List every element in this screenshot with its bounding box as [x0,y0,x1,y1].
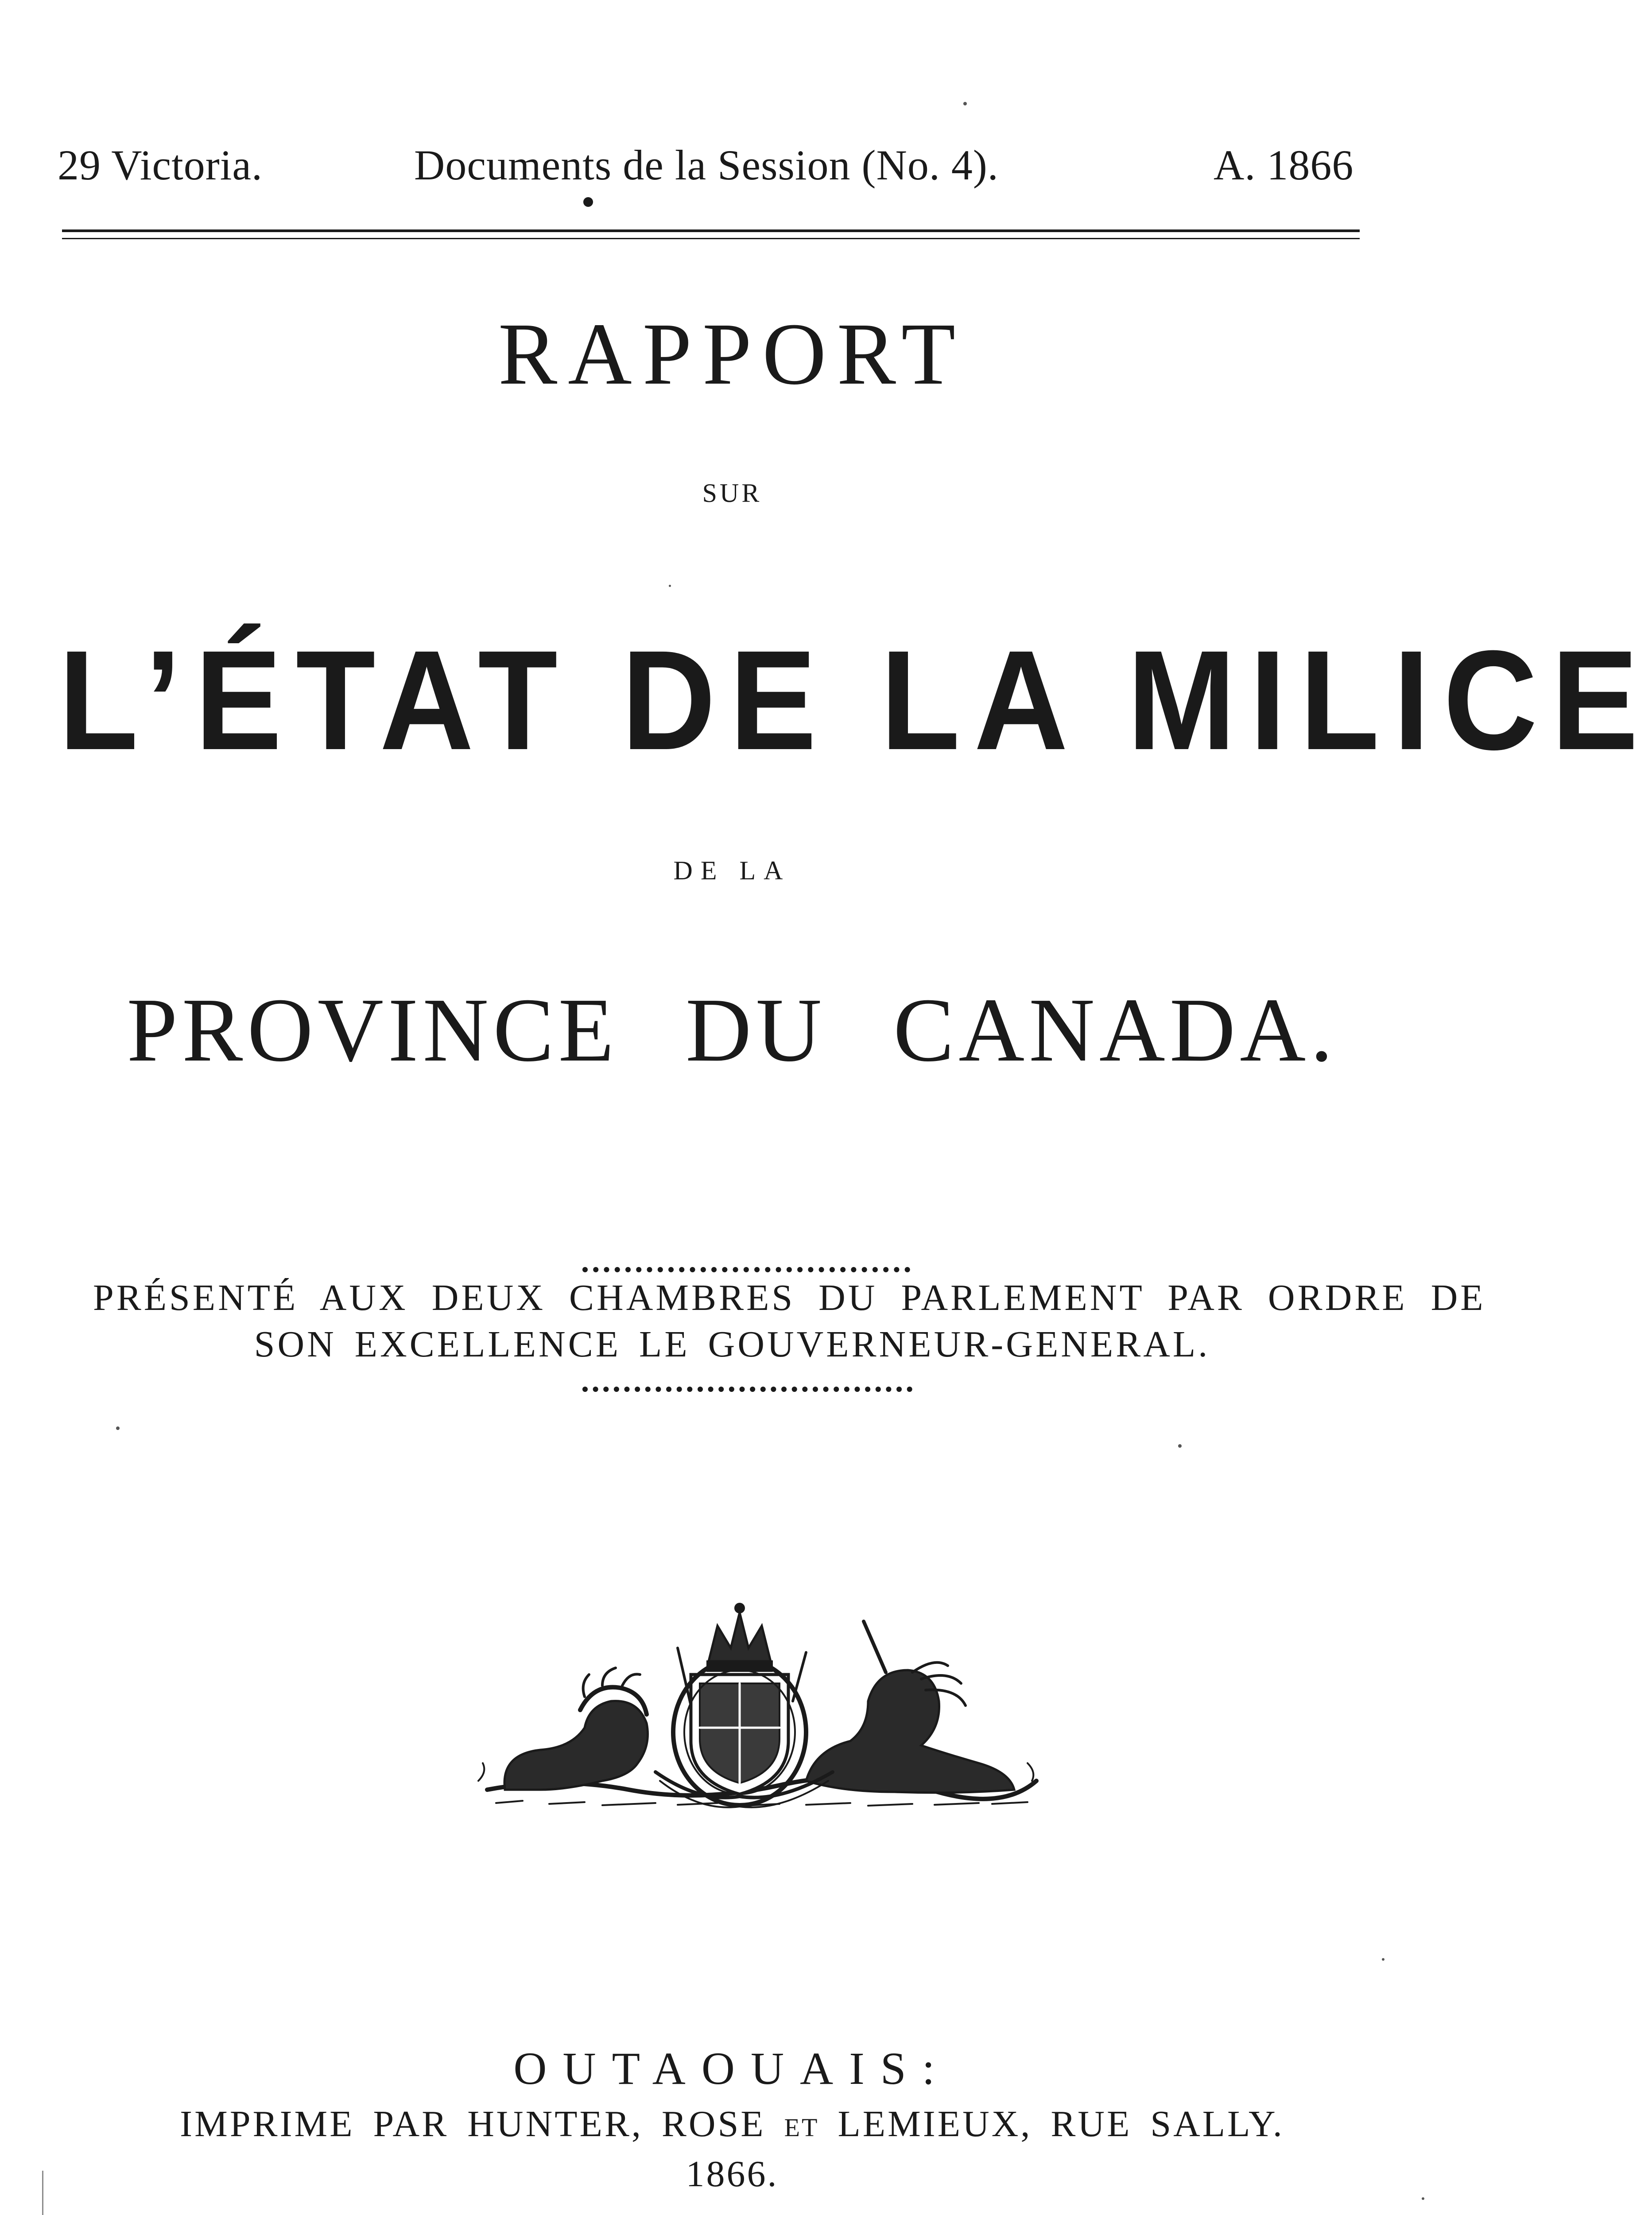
scan-speck [1422,2197,1424,2200]
title-de-la: DE LA [673,856,791,885]
imprint-printer-line [0,2102,1464,2150]
header-volume: 29 Victoria. [58,141,263,189]
scan-speck [116,1426,120,1430]
imprint-conjunction: ET [784,2113,819,2142]
title-etat-de-la-milice: L’ÉTAT DE LA MILICE [58,621,1652,779]
presentation-line-1: PRÉSENTÉ AUX DEUX CHAMBRES DU PARLEMENT PAR ORDRE DE [93,1277,1486,1318]
presentation-line-2: SON EXCELLENCE LE GOUVERNEUR-GENERAL. [254,1324,1210,1365]
title-rapport: RAPPORT [498,305,966,403]
dotted-divider-bottom [582,1387,912,1398]
scan-speck [963,102,967,105]
header-year: A. 1866 [1214,141,1354,189]
header-dot-mark [583,197,593,207]
imprint-printer-names: IMPRIME PAR HUNTER, ROSE [180,2103,784,2145]
scan-speck [1178,1444,1182,1448]
royal-coat-of-arms-emblem [469,1595,1045,1816]
title-sur: SUR [702,478,762,508]
scan-speck [1382,1958,1384,1961]
imprint-year: 1866. [686,2153,779,2195]
title-province-du-canada: PROVINCE DU CANADA. [127,979,1338,1080]
imprint-printer-address: LEMIEUX, RUE SALLY. [819,2103,1284,2145]
scan-speck [669,585,671,587]
header-rule-thin [62,238,1360,239]
header-rule-thick [62,229,1360,232]
scan-edge-line [42,2171,43,2215]
imprint-city: OUTAOUAIS: [513,2043,951,2094]
header-document-title: Documents de la Session (No. 4). [414,141,999,189]
